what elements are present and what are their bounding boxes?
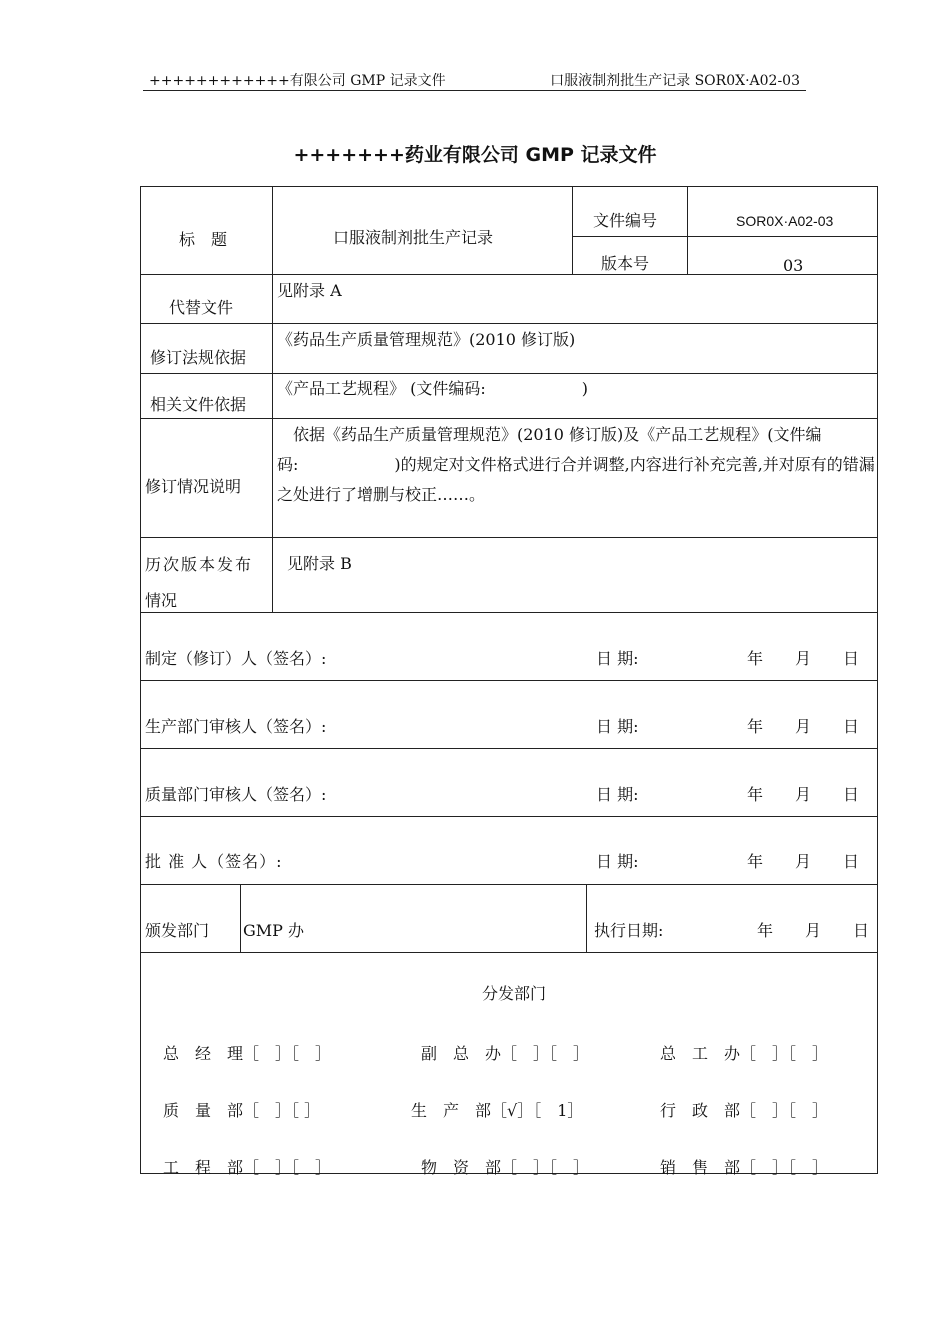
col-divider <box>240 884 241 952</box>
exec-date-label: 执行日期: <box>594 921 664 940</box>
signature-ymd: 年 月 日 <box>747 649 860 668</box>
row-divider <box>141 418 877 419</box>
issue-dept-label: 颁发部门 <box>145 921 210 940</box>
signature-label: 生产部门审核人（签名）: <box>145 717 327 736</box>
exec-date-ymd: 年 月 日 <box>757 921 870 940</box>
row-divider <box>141 537 877 538</box>
related-value: 《产品工艺规程》 (文件编码: ) <box>277 379 588 398</box>
dist-item: 副 总 办［ ］［ ］ <box>421 1044 590 1063</box>
dist-item: 行 政 部［ ］［ ］ <box>660 1101 829 1120</box>
signature-date-label: 日 期: <box>596 785 639 804</box>
replace-value: 见附录 A <box>277 281 342 300</box>
col-divider <box>586 884 587 952</box>
col-divider <box>572 187 573 274</box>
revision-text: 依据《药品生产质量管理规范》(2010 修订版)及《产品工艺规程》(文件编码: )的规定对文件格式进行合并调整,内容进行补充完善,并对原有的错漏之处进行了增删与校正……。 <box>277 425 875 504</box>
row-divider <box>572 236 877 237</box>
row-divider <box>141 323 877 324</box>
row-divider <box>141 952 877 953</box>
dist-item: 总 经 理［ ］［ ］ <box>163 1044 332 1063</box>
header-company: ++++++++++++有限公司 GMP 记录文件 <box>149 73 446 89</box>
dist-item: 生 产 部［√］［ 1］ <box>411 1101 584 1120</box>
dist-item: 工 程 部［ ］［ ］ <box>163 1158 332 1177</box>
dist-item: 总 工 办［ ］［ ］ <box>660 1044 829 1063</box>
dist-item: 销 售 部［ ］［ ］ <box>660 1158 829 1177</box>
col-divider <box>687 187 688 274</box>
label-history-line2: 情况 <box>145 591 178 610</box>
regulation-value: 《药品生产质量管理规范》(2010 修订版) <box>277 330 576 349</box>
label-version: 版本号 <box>601 254 650 273</box>
version: 03 <box>783 256 804 275</box>
doc-title: 口服液制剂批生产记录 <box>333 228 494 247</box>
label-title: 标 题 <box>179 230 228 249</box>
signature-date-label: 日 期: <box>596 852 639 871</box>
row-divider <box>141 274 877 275</box>
distribution-title: 分发部门 <box>482 984 547 1003</box>
signature-ymd: 年 月 日 <box>747 852 860 871</box>
label-file-no: 文件编号 <box>593 211 658 230</box>
signature-ymd: 年 月 日 <box>747 785 860 804</box>
signature-date-label: 日 期: <box>596 649 639 668</box>
label-regulation: 修订法规依据 <box>150 348 247 367</box>
row-divider <box>141 748 877 749</box>
issue-dept-value: GMP 办 <box>243 921 305 940</box>
signature-label: 质量部门审核人（签名）: <box>145 785 327 804</box>
signature-label: 制定（修订）人（签名）: <box>145 649 327 668</box>
signature-label: 批 准 人（签名）: <box>145 852 283 871</box>
dist-item: 质 量 部［ ］［ ］ <box>163 1101 321 1120</box>
signature-date-label: 日 期: <box>596 717 639 736</box>
col-divider <box>272 187 273 612</box>
history-value: 见附录 B <box>287 554 352 573</box>
row-divider <box>141 884 877 885</box>
signature-ymd: 年 月 日 <box>747 717 860 736</box>
page-header <box>143 68 806 91</box>
row-divider <box>141 612 877 613</box>
row-divider <box>141 680 877 681</box>
file-no: SOR0X·A02-03 <box>736 213 834 229</box>
label-replace: 代替文件 <box>169 298 234 317</box>
dist-item: 物 资 部［ ］［ ］ <box>421 1158 590 1177</box>
label-revision: 修订情况说明 <box>145 477 242 496</box>
row-divider <box>141 816 877 817</box>
record-table <box>140 186 878 1177</box>
document-title: +++++++药业有限公司 GMP 记录文件 <box>293 144 657 166</box>
header-doc-ref: 口服液制剂批生产记录 SOR0X·A02-03 <box>550 73 800 89</box>
label-history-line1: 历次版本发布 <box>145 555 254 574</box>
label-related: 相关文件依据 <box>150 395 247 414</box>
row-divider <box>141 373 877 374</box>
